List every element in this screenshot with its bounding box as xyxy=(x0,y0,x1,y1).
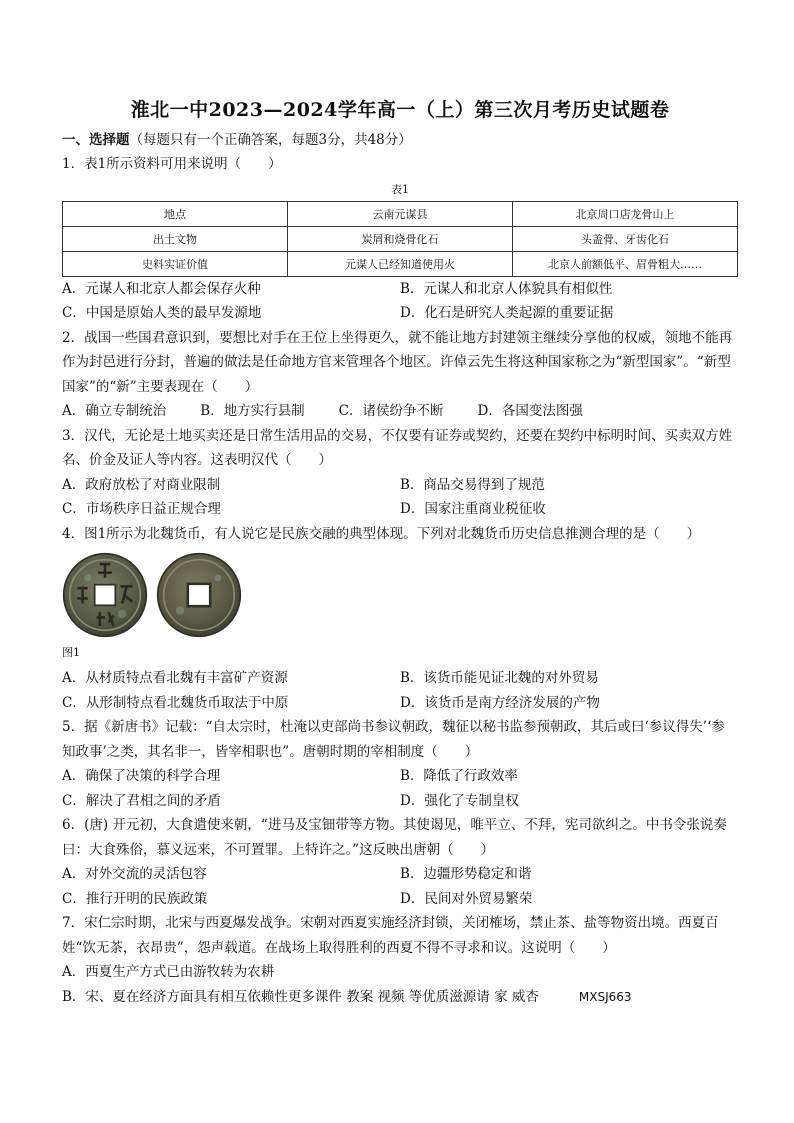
table-caption: 表1 xyxy=(391,182,409,196)
option-a: A．从材质特点看北魏有丰富矿产资源 xyxy=(62,670,288,686)
table-cell: 头盖骨、牙齿化石 xyxy=(513,226,738,251)
table-cell: 云南元谋县 xyxy=(288,201,513,226)
question-1-stem: 1．表1所示资料可用来说明（ ） xyxy=(62,156,282,172)
section-note: （每题只有一个正确答案，每题3分，共48分） xyxy=(129,132,412,148)
option-d: D．民间对外贸易繁荣 xyxy=(400,890,533,907)
option-c: C．诸侯纷争不断 xyxy=(338,403,444,419)
question-6-stem: 6．(唐) 开元初，大食遣使来朝，“进马及宝钿带等方物。其使谒见，唯平立、不拜，宪司欲纠之。中书令张说奏曰：大食殊俗，慕义远来，不可置罪。上特许之。”这反映出唐朝（ ） xyxy=(62,817,727,858)
question-5-options xyxy=(62,764,738,813)
question-3-stem: 3．汉代，无论是土地买卖还是日常生活用品的交易，不仅要有证券或契约，还要在契约中标明时间、买卖双方姓名、价金及证人等内容。这表明汉代（ ） xyxy=(62,427,733,468)
coin-figure xyxy=(62,552,738,638)
question-4-options xyxy=(62,666,738,715)
option-d: D．国家注重商业税征收 xyxy=(400,501,546,517)
option-c: C．市场秩序日益正规合理 xyxy=(62,501,221,517)
option-d: D．该货币是南方经济发展的产物 xyxy=(400,694,600,711)
table-cell: 北京人前额低平、眉骨粗大…… xyxy=(513,251,738,276)
table-cell: 出土文物 xyxy=(63,226,288,251)
question-7-stem: 7．宋仁宗时期，北宋与西夏爆发战争。宋朝对西夏实施经济封锁，关闭榷场，禁止茶、盐等物资出境。西夏百姓“饮无茶，衣昂贵”，怨声载道。在战场上取得胜利的西夏不得不寻求和议。这说明（ ） xyxy=(62,915,719,956)
question-3-options xyxy=(62,473,738,522)
option-c: C．解决了君相之间的矛盾 xyxy=(62,792,221,809)
table-cell: 地点 xyxy=(63,201,288,226)
exam-page xyxy=(62,95,738,1009)
option-b: B．元谋人和北京人体貌具有相似性 xyxy=(400,280,613,297)
option-b: B．地方实行县制 xyxy=(200,403,305,419)
option-b-line xyxy=(62,985,738,1010)
option-b: B．该货币能见证北魏的对外贸易 xyxy=(400,670,599,686)
table-cell: 炭屑和烧骨化石 xyxy=(288,226,513,251)
option-b: B．降低了行政效率 xyxy=(400,768,518,784)
option-b: B．边疆形势稳定和谐 xyxy=(400,866,532,882)
table-row xyxy=(63,201,738,226)
table-row xyxy=(63,226,738,251)
question-5-stem: 5．据《新唐书》记载：“自太宗时，杜淹以吏部尚书参议朝政，魏征以秘书监参预朝政，其后或曰‘参议得失’‘参知政事’之类，其名非一，皆宰相职也”。唐朝时期的宰相制度（ ） xyxy=(62,719,725,760)
table-cell: 北京周口店龙骨山上 xyxy=(513,201,738,226)
exam-title: 淮北一中2023—2024学年高一（上）第三次月考历史试题卷 xyxy=(130,99,670,121)
section-heading xyxy=(62,128,738,152)
table-1 xyxy=(62,201,738,277)
option-c: C．推行开明的民族政策 xyxy=(62,890,208,907)
option-b: B．宋、夏在经济方面具有相互依赖性更多课件 教案 视频 等优质滋源请 家 威杏 xyxy=(62,988,539,1005)
table-cell: 元谋人已经知道使用火 xyxy=(288,251,513,276)
option-a: A．确保了决策的科学合理 xyxy=(62,768,221,784)
figure-caption: 图1 xyxy=(62,646,80,659)
option-a: A．元谋人和北京人都会保存火种 xyxy=(62,280,261,297)
table-row xyxy=(63,251,738,276)
coin-reverse-image xyxy=(156,552,242,638)
option-c: C．中国是原始人类的最早发源地 xyxy=(62,305,262,321)
option-d: D．化石是研究人类起源的重要证据 xyxy=(400,305,614,321)
option-d: D．各国变法图强 xyxy=(477,403,583,419)
question-4-stem: 4．图1所示为北魏货币，有人说它是民族交融的典型体现。下列对北魏货币历史信息推测合理的是（ ） xyxy=(62,525,701,542)
option-a: A．西夏生产方式已由游牧转为农耕 xyxy=(62,964,275,980)
option-a: A．对外交流的灵活包容 xyxy=(62,866,207,882)
question-6-options xyxy=(62,862,738,911)
option-b: B．商品交易得到了规范 xyxy=(400,476,545,493)
question-1-options xyxy=(62,277,738,326)
option-c: C．从形制特点看北魏货币取法于中原 xyxy=(62,694,289,711)
option-a: A．政府放松了对商业限制 xyxy=(62,476,221,493)
option-a: A．确立专制统治 xyxy=(62,403,167,419)
section-head: 一、选择题 xyxy=(62,132,130,148)
coin-obverse-image xyxy=(62,552,148,638)
option-d: D．强化了专制皇权 xyxy=(400,792,519,809)
table-cell: 史料实证价值 xyxy=(63,251,288,276)
doc-tag: MXSJ663 xyxy=(578,989,632,1004)
question-2-options xyxy=(62,399,738,424)
question-2-stem: 2．战国一些国君意识到，要想比对手在王位上坐得更久，就不能让地方封建领主继续分享他的权威，领地不能再作为封邑进行分封，普遍的做法是任命地方官来管理各个地区。许倬云先生将这种国家称之为“新型国家”。“新型国家”的“新”主要表现在（ ） xyxy=(62,329,733,395)
